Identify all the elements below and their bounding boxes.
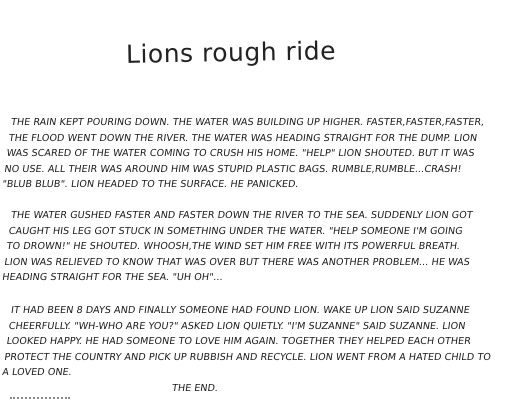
text-line: THE RAIN KEPT POURING DOWN. THE WATER WAS BUILDING UP HIGHER. FASTER,FASTER,FASTER, [10, 117, 485, 128]
text-line: TO DROWN!" HE SHOUTED. WHOOSH,THE WIND SET HIM FREE WITH ITS POWERFUL BREATH. [5, 241, 461, 252]
text-line: CHEERFULLY. "WH-WHO ARE YOU?" ASKED LION QUIETLY. "I'M SUZANNE" SAID SUZANNE. LION [7, 320, 467, 332]
story-paragraph-2 [1, 208, 512, 286]
text-line: CAUGHT HIS LEG GOT STUCK IN SOMETHING UNDER THE WATER. "HELP SOMEONE I'M GOING [7, 225, 464, 237]
text-line: NO USE. ALL THEIR WAS AROUND HIM WAS STUPID PLASTIC BAGS. RUMBLE,RUMBLE...CRASH! [3, 163, 463, 175]
text-line: WAS SCARED OF THE WATER COMING TO CRUSH HIS HOME. "HELP" LION SHOUTED. BUT IT WAS [5, 148, 476, 159]
text-line: HEADING STRAIGHT FOR THE SEA. "UH OH"... [1, 272, 224, 283]
story-title: Lions rough ride [125, 36, 337, 69]
text-line: "BLUB BLUB". LION HEADED TO THE SURFACE. HE PANICKED. [1, 179, 300, 190]
text-line: THE FLOOD WENT DOWN THE RIVER. THE WATER WAS HEADING STRAIGHT FOR THE DUMP. LION [7, 132, 478, 144]
cutoff-text-fragment [10, 397, 70, 403]
story-paragraph-3 [1, 303, 512, 381]
text-line: PROTECT THE COUNTRY AND PICK UP RUBBISH AND RECYCLE. LION WENT FROM A HATED CHILD TO [3, 351, 492, 363]
text-line: LOOKED HAPPY. HE HAD SOMEONE TO LOVE HIM AGAIN. TOGETHER THEY HELPED EACH OTHER [5, 336, 472, 347]
text-line: A LOVED ONE. [1, 367, 73, 378]
story-paragraph-1 [1, 115, 512, 193]
text-line: LION WAS RELIEVED TO KNOW THAT WAS OVER BUT THERE WAS ANOTHER PROBLEM... HE WAS [3, 256, 471, 268]
text-line: IT HAD BEEN 8 DAYS AND FINALLY SOMEONE HAD FOUND LION. WAKE UP LION SAID SUZANNE [10, 305, 471, 316]
text-line: THE WATER GUSHED FASTER AND FASTER DOWN THE RIVER TO THE SEA. SUDDENLY LION GOT [10, 210, 474, 221]
story-ending: THE END. [171, 383, 219, 394]
